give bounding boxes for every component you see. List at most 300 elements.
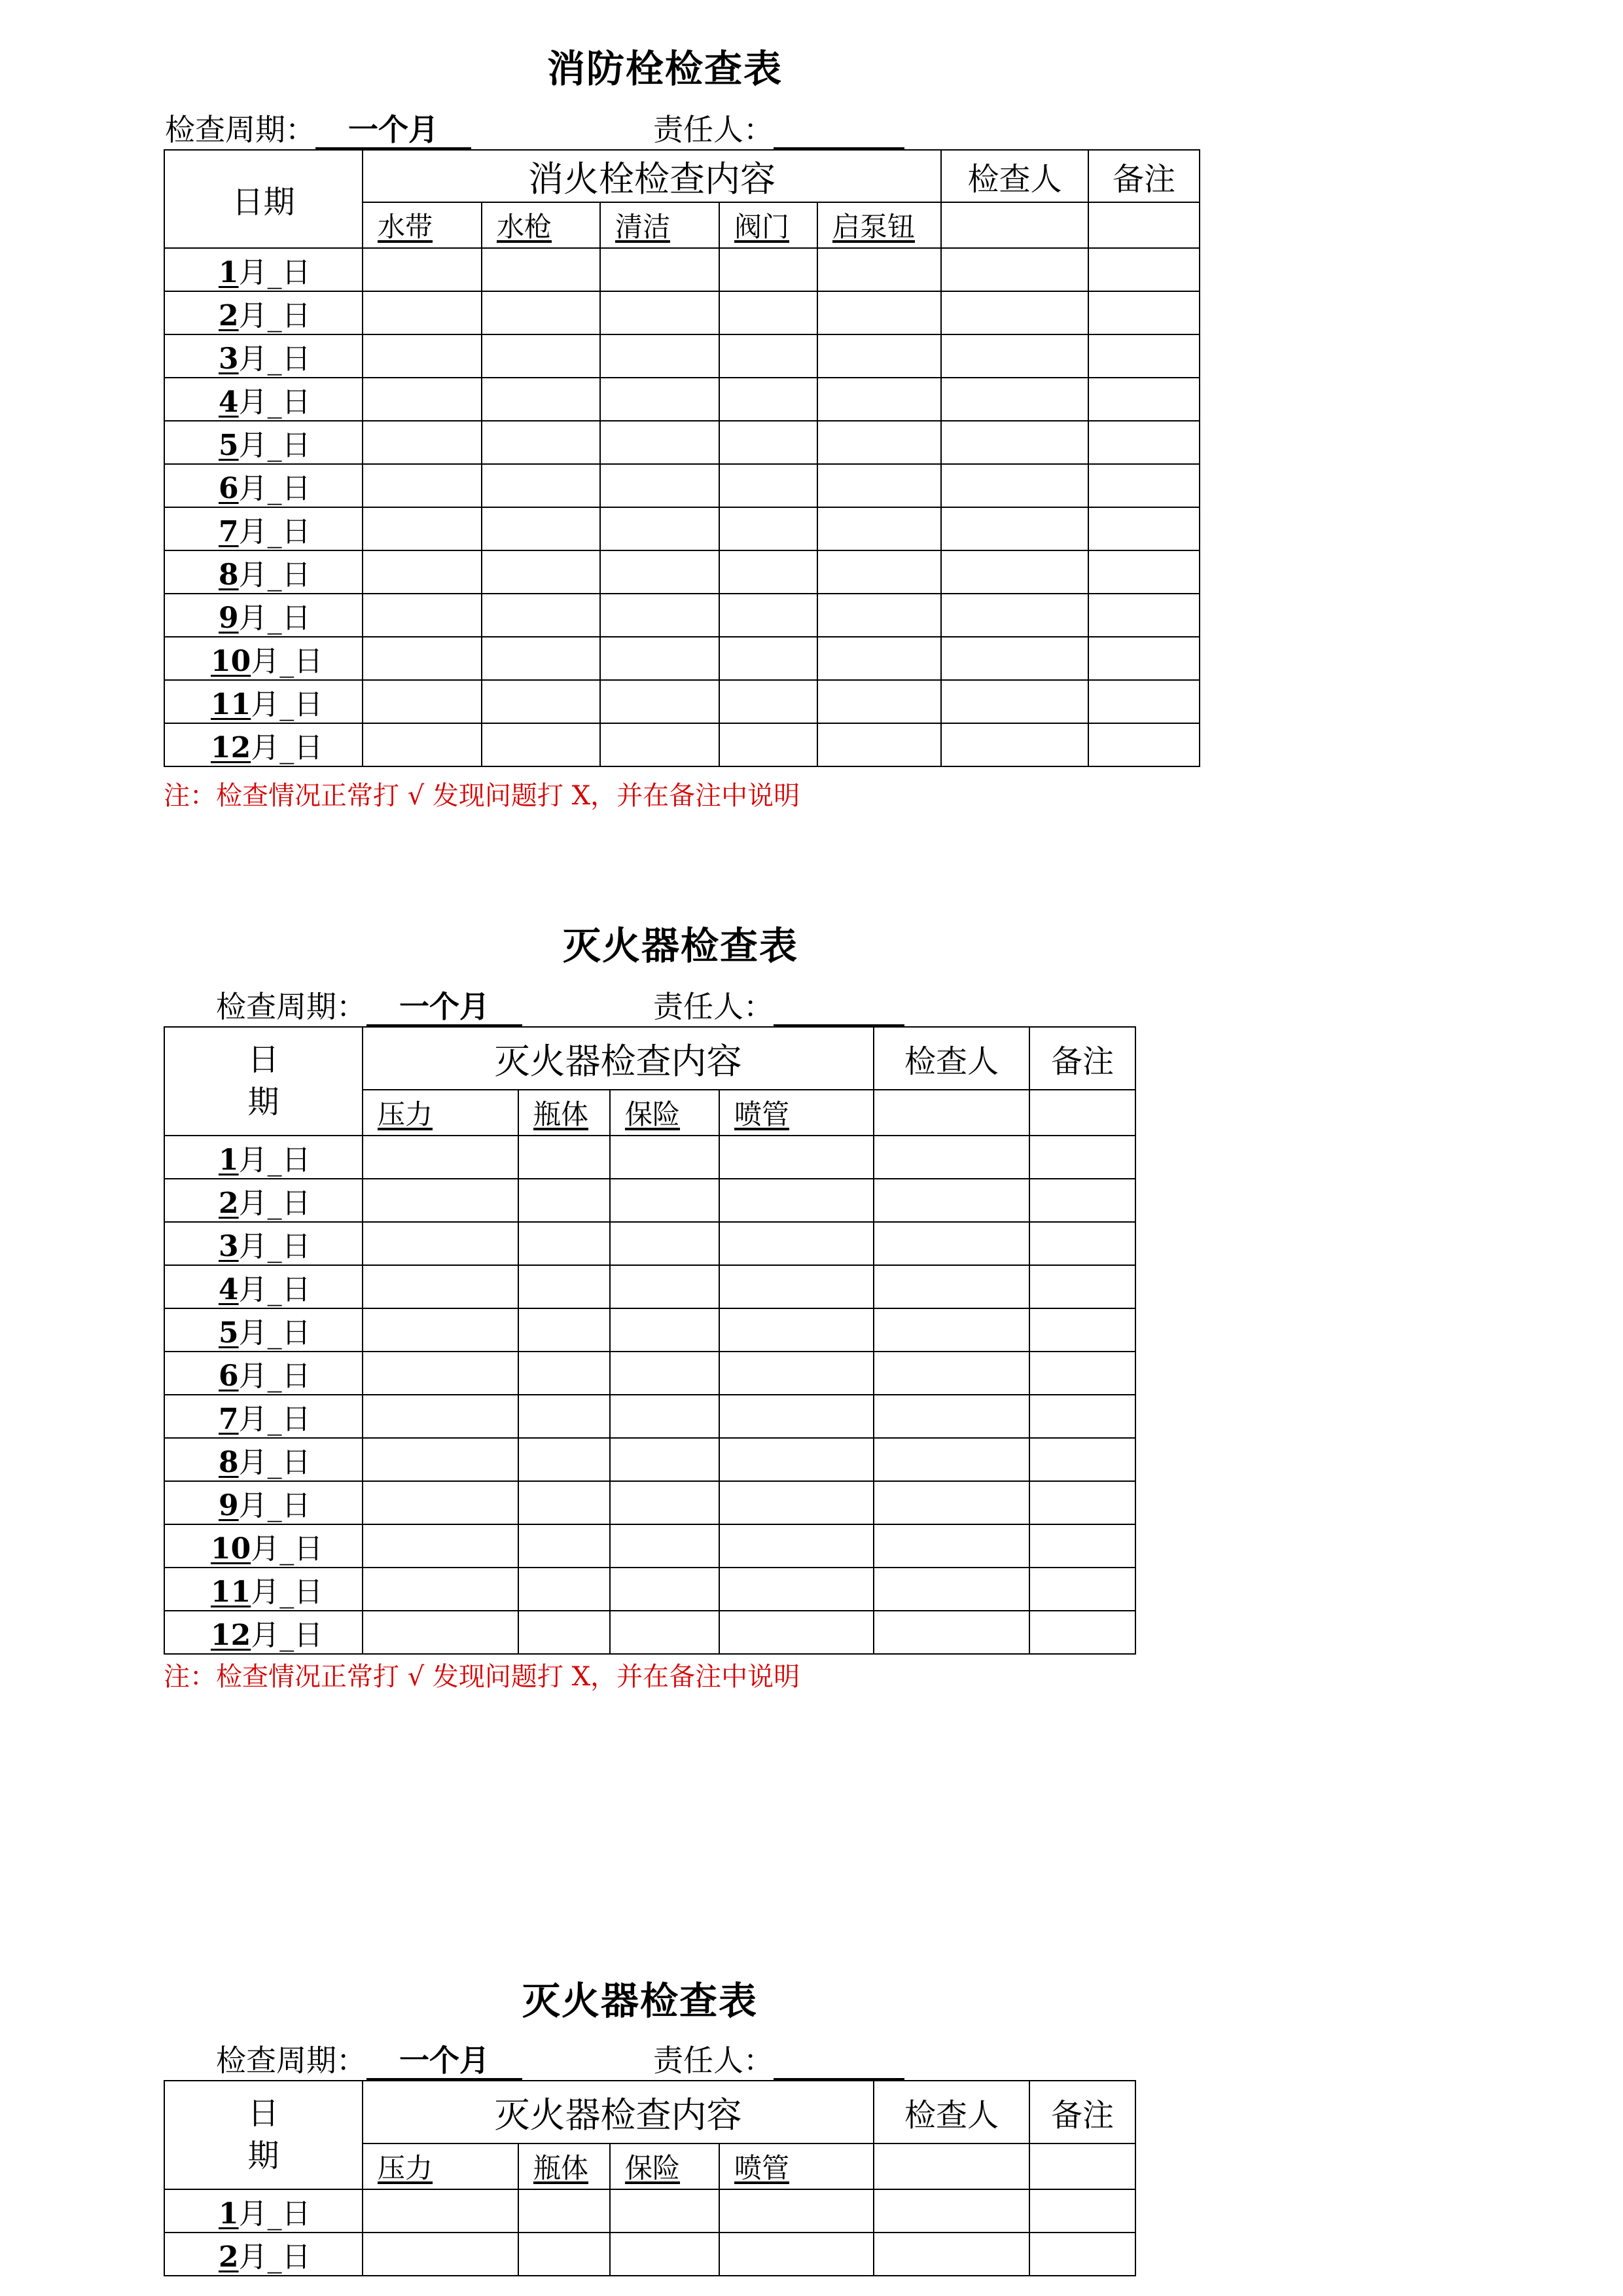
check-cell[interactable] xyxy=(518,1438,610,1481)
check-cell[interactable] xyxy=(941,378,1088,421)
inspector-header: 检查人 xyxy=(941,150,1088,202)
check-cell[interactable] xyxy=(482,637,600,680)
hydrant-responsible xyxy=(653,106,904,149)
date-cell xyxy=(164,550,363,594)
check-cell[interactable] xyxy=(482,334,600,378)
month-number: 7 xyxy=(219,515,239,548)
check-cell[interactable] xyxy=(600,291,719,334)
item-valve: 阀门 xyxy=(719,202,817,248)
check-cell[interactable] xyxy=(363,1265,518,1308)
table-row xyxy=(164,594,1200,637)
month-number: 10 xyxy=(211,1532,251,1566)
date-cell xyxy=(164,594,363,637)
check-cell[interactable] xyxy=(482,680,600,723)
table-row xyxy=(164,464,1200,507)
month-number: 11 xyxy=(211,688,251,721)
check-cell[interactable] xyxy=(363,723,482,766)
check-cell[interactable] xyxy=(941,334,1088,378)
check-cell[interactable] xyxy=(518,1265,610,1308)
check-cell[interactable] xyxy=(719,507,817,550)
table-row xyxy=(164,1395,1135,1438)
check-cell[interactable] xyxy=(482,550,600,594)
check-cell[interactable] xyxy=(610,1136,719,1179)
check-cell[interactable] xyxy=(600,248,719,291)
month-char: 月 xyxy=(238,2197,268,2231)
check-cell[interactable] xyxy=(518,1136,610,1179)
responsible-label: 责任人： xyxy=(653,2043,774,2078)
check-cell[interactable] xyxy=(941,594,1088,637)
check-cell[interactable] xyxy=(363,507,482,550)
table-row xyxy=(164,723,1200,766)
check-cell[interactable] xyxy=(1029,1265,1135,1308)
check-cell[interactable] xyxy=(1029,1395,1135,1438)
check-cell[interactable] xyxy=(482,723,600,766)
day-blank: _日 xyxy=(267,1446,311,1479)
check-cell[interactable] xyxy=(874,1524,1029,1568)
date-cell xyxy=(164,1568,363,1611)
check-cell[interactable] xyxy=(363,1481,518,1524)
check-cell[interactable] xyxy=(1029,1179,1135,1222)
check-cell[interactable] xyxy=(610,1395,719,1438)
check-cell[interactable] xyxy=(518,2233,610,2276)
check-cell[interactable] xyxy=(874,1438,1029,1481)
date-cell xyxy=(164,1308,363,1352)
check-cell[interactable] xyxy=(363,1179,518,1222)
date-cell xyxy=(164,2233,363,2276)
responsible-label: 责任人： xyxy=(653,989,774,1024)
day-blank: _日 xyxy=(267,2240,311,2274)
day-blank: _日 xyxy=(267,1403,311,1436)
month-number: 8 xyxy=(219,1446,239,1479)
check-cell[interactable] xyxy=(941,421,1088,464)
month-char: 月 xyxy=(238,342,268,376)
check-cell[interactable] xyxy=(363,1611,518,1654)
date-cell xyxy=(164,1524,363,1568)
month-number: 9 xyxy=(219,1489,239,1522)
check-cell[interactable] xyxy=(1029,1222,1135,1265)
period-label: 检查周期： xyxy=(216,2043,366,2078)
check-cell[interactable] xyxy=(363,1395,518,1438)
month-char: 月 xyxy=(238,1359,268,1393)
extinguisher-table-title-2: 灭火器检查表 xyxy=(522,1979,758,2023)
month-number: 5 xyxy=(219,1316,239,1350)
check-cell[interactable] xyxy=(817,464,941,507)
month-char: 月 xyxy=(238,256,268,289)
check-cell[interactable] xyxy=(482,594,600,637)
month-number: 8 xyxy=(219,558,239,592)
check-cell[interactable] xyxy=(1029,1352,1135,1395)
check-cell[interactable] xyxy=(610,1308,719,1352)
date-cell xyxy=(164,723,363,766)
date-header: 日期 xyxy=(164,150,363,248)
check-cell[interactable] xyxy=(719,421,817,464)
month-char: 月 xyxy=(251,688,280,721)
check-cell[interactable] xyxy=(719,248,817,291)
month-number: 10 xyxy=(211,645,251,678)
item-cylinder: 瓶体 xyxy=(518,2144,610,2189)
check-cell[interactable] xyxy=(941,291,1088,334)
extinguisher-table-title: 灭火器检查表 xyxy=(563,924,799,968)
check-cell[interactable] xyxy=(1088,680,1200,723)
table-row xyxy=(164,1481,1135,1524)
day-blank: _日 xyxy=(279,731,323,764)
check-cell[interactable] xyxy=(610,1524,719,1568)
check-cell[interactable] xyxy=(363,594,482,637)
responsible-blank[interactable] xyxy=(774,2048,904,2080)
month-char: 月 xyxy=(251,731,280,764)
table-row xyxy=(164,1179,1135,1222)
check-cell[interactable] xyxy=(941,637,1088,680)
table-row xyxy=(164,637,1200,680)
month-number: 7 xyxy=(219,1403,239,1436)
check-cell[interactable] xyxy=(363,1352,518,1395)
check-cell[interactable] xyxy=(363,1136,518,1179)
check-cell[interactable] xyxy=(719,1438,874,1481)
day-blank: _日 xyxy=(267,2197,311,2231)
check-cell[interactable] xyxy=(1088,291,1200,334)
day-blank: _日 xyxy=(267,1316,311,1350)
check-cell[interactable] xyxy=(817,421,941,464)
check-cell[interactable] xyxy=(1088,378,1200,421)
month-number: 6 xyxy=(219,1359,239,1393)
check-cell[interactable] xyxy=(600,680,719,723)
check-cell[interactable] xyxy=(817,507,941,550)
check-cell[interactable] xyxy=(719,723,817,766)
day-blank: _日 xyxy=(279,1575,323,1609)
check-cell[interactable] xyxy=(941,248,1088,291)
check-cell[interactable] xyxy=(518,1524,610,1568)
table-row xyxy=(164,2233,1135,2276)
check-cell[interactable] xyxy=(363,1308,518,1352)
check-cell[interactable] xyxy=(719,1611,874,1654)
date-cell xyxy=(164,421,363,464)
check-cell[interactable] xyxy=(719,334,817,378)
date-cell xyxy=(164,378,363,421)
check-cell[interactable] xyxy=(874,1481,1029,1524)
check-cell[interactable] xyxy=(817,334,941,378)
item-safety-pin: 保险 xyxy=(610,1090,719,1136)
check-cell[interactable] xyxy=(817,550,941,594)
check-cell[interactable] xyxy=(817,594,941,637)
check-cell[interactable] xyxy=(518,1222,610,1265)
check-cell[interactable] xyxy=(719,550,817,594)
month-char: 月 xyxy=(238,386,268,419)
check-cell[interactable] xyxy=(874,2233,1029,2276)
table-row xyxy=(164,1222,1135,1265)
period-value: 一个月 xyxy=(366,2043,522,2080)
check-cell[interactable] xyxy=(1088,507,1200,550)
month-number: 4 xyxy=(219,386,239,419)
table-row xyxy=(164,1136,1135,1179)
check-cell[interactable] xyxy=(600,464,719,507)
hydrant-table-title: 消防栓检查表 xyxy=(547,46,783,91)
hydrant-note: 注：检查情况正常打 √ 发现问题打 X，并在备注中说明 xyxy=(164,781,800,811)
check-cell[interactable] xyxy=(874,1611,1029,1654)
check-cell[interactable] xyxy=(941,507,1088,550)
check-cell[interactable] xyxy=(363,2189,518,2233)
check-cell[interactable] xyxy=(719,2233,874,2276)
check-cell[interactable] xyxy=(874,1352,1029,1395)
day-blank: _日 xyxy=(267,601,311,635)
check-cell[interactable] xyxy=(363,421,482,464)
date-header: 日 期 xyxy=(164,1027,363,1136)
check-cell[interactable] xyxy=(941,680,1088,723)
check-cell[interactable] xyxy=(817,723,941,766)
check-cell[interactable] xyxy=(482,421,600,464)
extinguisher-rows xyxy=(164,1136,1135,1654)
check-cell[interactable] xyxy=(482,464,600,507)
check-cell[interactable] xyxy=(719,378,817,421)
check-cell[interactable] xyxy=(1029,2189,1135,2233)
month-char: 月 xyxy=(238,1230,268,1263)
check-cell[interactable] xyxy=(1088,464,1200,507)
day-blank: _日 xyxy=(267,1359,311,1393)
day-blank: _日 xyxy=(267,342,311,376)
check-cell[interactable] xyxy=(817,378,941,421)
table-row xyxy=(164,1308,1135,1352)
check-cell[interactable] xyxy=(518,1481,610,1524)
day-blank: _日 xyxy=(267,429,311,462)
responsible-blank[interactable] xyxy=(774,117,904,149)
check-cell[interactable] xyxy=(719,594,817,637)
check-cell[interactable] xyxy=(1029,1438,1135,1481)
item-pressure: 压力 xyxy=(363,2144,518,2189)
remark-sub-blank xyxy=(1088,202,1200,248)
check-cell[interactable] xyxy=(363,1524,518,1568)
check-cell[interactable] xyxy=(363,550,482,594)
check-cell[interactable] xyxy=(1088,723,1200,766)
check-cell[interactable] xyxy=(719,680,817,723)
check-cell[interactable] xyxy=(1029,1308,1135,1352)
inspector-header: 检查人 xyxy=(874,2081,1029,2144)
check-cell[interactable] xyxy=(363,248,482,291)
check-cell[interactable] xyxy=(1088,421,1200,464)
check-cell[interactable] xyxy=(518,1352,610,1395)
check-cell[interactable] xyxy=(817,248,941,291)
content-header: 消火栓检查内容 xyxy=(363,150,941,202)
inspector-sub-blank xyxy=(874,2144,1029,2189)
date-cell xyxy=(164,680,363,723)
table-row xyxy=(164,1611,1135,1654)
check-cell[interactable] xyxy=(610,1438,719,1481)
check-cell[interactable] xyxy=(817,680,941,723)
check-cell[interactable] xyxy=(600,334,719,378)
check-cell[interactable] xyxy=(363,637,482,680)
check-cell[interactable] xyxy=(518,1395,610,1438)
item-hose: 水带 xyxy=(363,202,482,248)
month-number: 3 xyxy=(219,342,239,376)
remark-header: 备注 xyxy=(1029,2081,1135,2144)
check-cell[interactable] xyxy=(941,550,1088,594)
check-cell[interactable] xyxy=(817,291,941,334)
check-cell[interactable] xyxy=(518,1308,610,1352)
check-cell[interactable] xyxy=(874,1136,1029,1179)
date-cell xyxy=(164,1352,363,1395)
month-char: 月 xyxy=(238,1316,268,1350)
check-cell[interactable] xyxy=(719,1568,874,1611)
extinguisher-period xyxy=(216,983,522,1026)
month-number: 11 xyxy=(211,1575,251,1609)
check-cell[interactable] xyxy=(719,1524,874,1568)
check-cell[interactable] xyxy=(719,1395,874,1438)
check-cell[interactable] xyxy=(1029,1524,1135,1568)
check-cell[interactable] xyxy=(1088,334,1200,378)
check-cell[interactable] xyxy=(600,550,719,594)
month-char: 月 xyxy=(238,1143,268,1177)
responsible-blank[interactable] xyxy=(774,994,904,1026)
day-blank: _日 xyxy=(267,1273,311,1306)
table-row xyxy=(164,507,1200,550)
check-cell[interactable] xyxy=(610,2189,719,2233)
extinguisher-inspection-table xyxy=(164,1026,1136,1655)
check-cell[interactable] xyxy=(363,464,482,507)
check-cell[interactable] xyxy=(1029,1568,1135,1611)
month-char: 月 xyxy=(238,1273,268,1306)
table-row xyxy=(164,1265,1135,1308)
day-blank: _日 xyxy=(267,558,311,592)
check-cell[interactable] xyxy=(1088,637,1200,680)
day-blank: _日 xyxy=(267,1143,311,1177)
hydrant-inspection-table xyxy=(164,149,1200,767)
check-cell[interactable] xyxy=(874,1308,1029,1352)
check-cell[interactable] xyxy=(518,1611,610,1654)
check-cell[interactable] xyxy=(482,248,600,291)
extinguisher-period-2 xyxy=(216,2037,522,2080)
month-number: 1 xyxy=(219,256,239,289)
check-cell[interactable] xyxy=(610,1352,719,1395)
check-cell[interactable] xyxy=(518,1179,610,1222)
inspector-sub-blank xyxy=(874,1090,1029,1136)
check-cell[interactable] xyxy=(610,1568,719,1611)
check-cell[interactable] xyxy=(1088,594,1200,637)
extinguisher-responsible xyxy=(653,983,904,1026)
table-row xyxy=(164,334,1200,378)
day-blank: _日 xyxy=(279,1619,323,1652)
check-cell[interactable] xyxy=(874,1568,1029,1611)
date-cell xyxy=(164,464,363,507)
check-cell[interactable] xyxy=(600,378,719,421)
extinguisher-responsible-2 xyxy=(653,2037,904,2080)
item-safety-pin: 保险 xyxy=(610,2144,719,2189)
month-char: 月 xyxy=(251,1532,280,1566)
day-blank: _日 xyxy=(279,1532,323,1566)
check-cell[interactable] xyxy=(363,1222,518,1265)
content-header: 灭火器检查内容 xyxy=(363,2081,874,2144)
check-cell[interactable] xyxy=(719,2189,874,2233)
month-char: 月 xyxy=(251,645,280,678)
check-cell[interactable] xyxy=(610,1222,719,1265)
check-cell[interactable] xyxy=(719,1352,874,1395)
item-nozzle-tube: 喷管 xyxy=(719,1090,874,1136)
check-cell[interactable] xyxy=(719,291,817,334)
date-cell xyxy=(164,1395,363,1438)
month-number: 6 xyxy=(219,472,239,505)
check-cell[interactable] xyxy=(610,1611,719,1654)
date-cell xyxy=(164,291,363,334)
table-row xyxy=(164,248,1200,291)
check-cell[interactable] xyxy=(363,1568,518,1611)
check-cell[interactable] xyxy=(363,680,482,723)
check-cell[interactable] xyxy=(1088,248,1200,291)
day-blank: _日 xyxy=(279,688,323,721)
hydrant-rows xyxy=(164,248,1200,766)
check-cell[interactable] xyxy=(719,1136,874,1179)
table-row xyxy=(164,421,1200,464)
month-number: 2 xyxy=(219,2240,239,2274)
check-cell[interactable] xyxy=(719,1222,874,1265)
check-cell[interactable] xyxy=(874,1179,1029,1222)
item-cleaning: 清洁 xyxy=(600,202,719,248)
check-cell[interactable] xyxy=(600,723,719,766)
inspector-header: 检查人 xyxy=(874,1027,1029,1090)
check-cell[interactable] xyxy=(719,1308,874,1352)
month-char: 月 xyxy=(238,472,268,505)
extinguisher-rows-2 xyxy=(164,2189,1135,2276)
check-cell[interactable] xyxy=(941,723,1088,766)
check-cell[interactable] xyxy=(363,1438,518,1481)
check-cell[interactable] xyxy=(1029,2233,1135,2276)
check-cell[interactable] xyxy=(518,1568,610,1611)
check-cell[interactable] xyxy=(719,1481,874,1524)
table-row xyxy=(164,680,1200,723)
check-cell[interactable] xyxy=(610,1265,719,1308)
check-cell[interactable] xyxy=(363,2233,518,2276)
check-cell[interactable] xyxy=(1088,550,1200,594)
check-cell[interactable] xyxy=(482,507,600,550)
check-cell[interactable] xyxy=(817,637,941,680)
check-cell[interactable] xyxy=(719,464,817,507)
date-cell xyxy=(164,248,363,291)
check-cell[interactable] xyxy=(610,1179,719,1222)
check-cell[interactable] xyxy=(518,2189,610,2233)
check-cell[interactable] xyxy=(1029,1136,1135,1179)
date-cell xyxy=(164,1438,363,1481)
check-cell[interactable] xyxy=(719,1179,874,1222)
table-row xyxy=(164,1352,1135,1395)
check-cell[interactable] xyxy=(363,334,482,378)
check-cell[interactable] xyxy=(363,291,482,334)
check-cell[interactable] xyxy=(363,378,482,421)
check-cell[interactable] xyxy=(600,421,719,464)
item-pressure: 压力 xyxy=(363,1090,518,1136)
check-cell[interactable] xyxy=(610,1481,719,1524)
check-cell[interactable] xyxy=(941,464,1088,507)
month-number: 1 xyxy=(219,2197,239,2231)
check-cell[interactable] xyxy=(874,1395,1029,1438)
month-char: 月 xyxy=(251,1619,280,1652)
check-cell[interactable] xyxy=(1029,1481,1135,1524)
check-cell[interactable] xyxy=(482,291,600,334)
day-blank: _日 xyxy=(267,1489,311,1522)
check-cell[interactable] xyxy=(600,594,719,637)
check-cell[interactable] xyxy=(600,637,719,680)
check-cell[interactable] xyxy=(482,378,600,421)
month-number: 4 xyxy=(219,1273,239,1306)
check-cell[interactable] xyxy=(874,1265,1029,1308)
day-blank: _日 xyxy=(267,472,311,505)
check-cell[interactable] xyxy=(874,1222,1029,1265)
check-cell[interactable] xyxy=(1029,1611,1135,1654)
check-cell[interactable] xyxy=(874,2189,1029,2233)
check-cell[interactable] xyxy=(719,637,817,680)
check-cell[interactable] xyxy=(719,1265,874,1308)
responsible-label: 责任人： xyxy=(653,112,774,147)
month-char: 月 xyxy=(238,429,268,462)
month-number: 3 xyxy=(219,1230,239,1263)
check-cell[interactable] xyxy=(610,2233,719,2276)
table-row xyxy=(164,2189,1135,2233)
check-cell[interactable] xyxy=(600,507,719,550)
